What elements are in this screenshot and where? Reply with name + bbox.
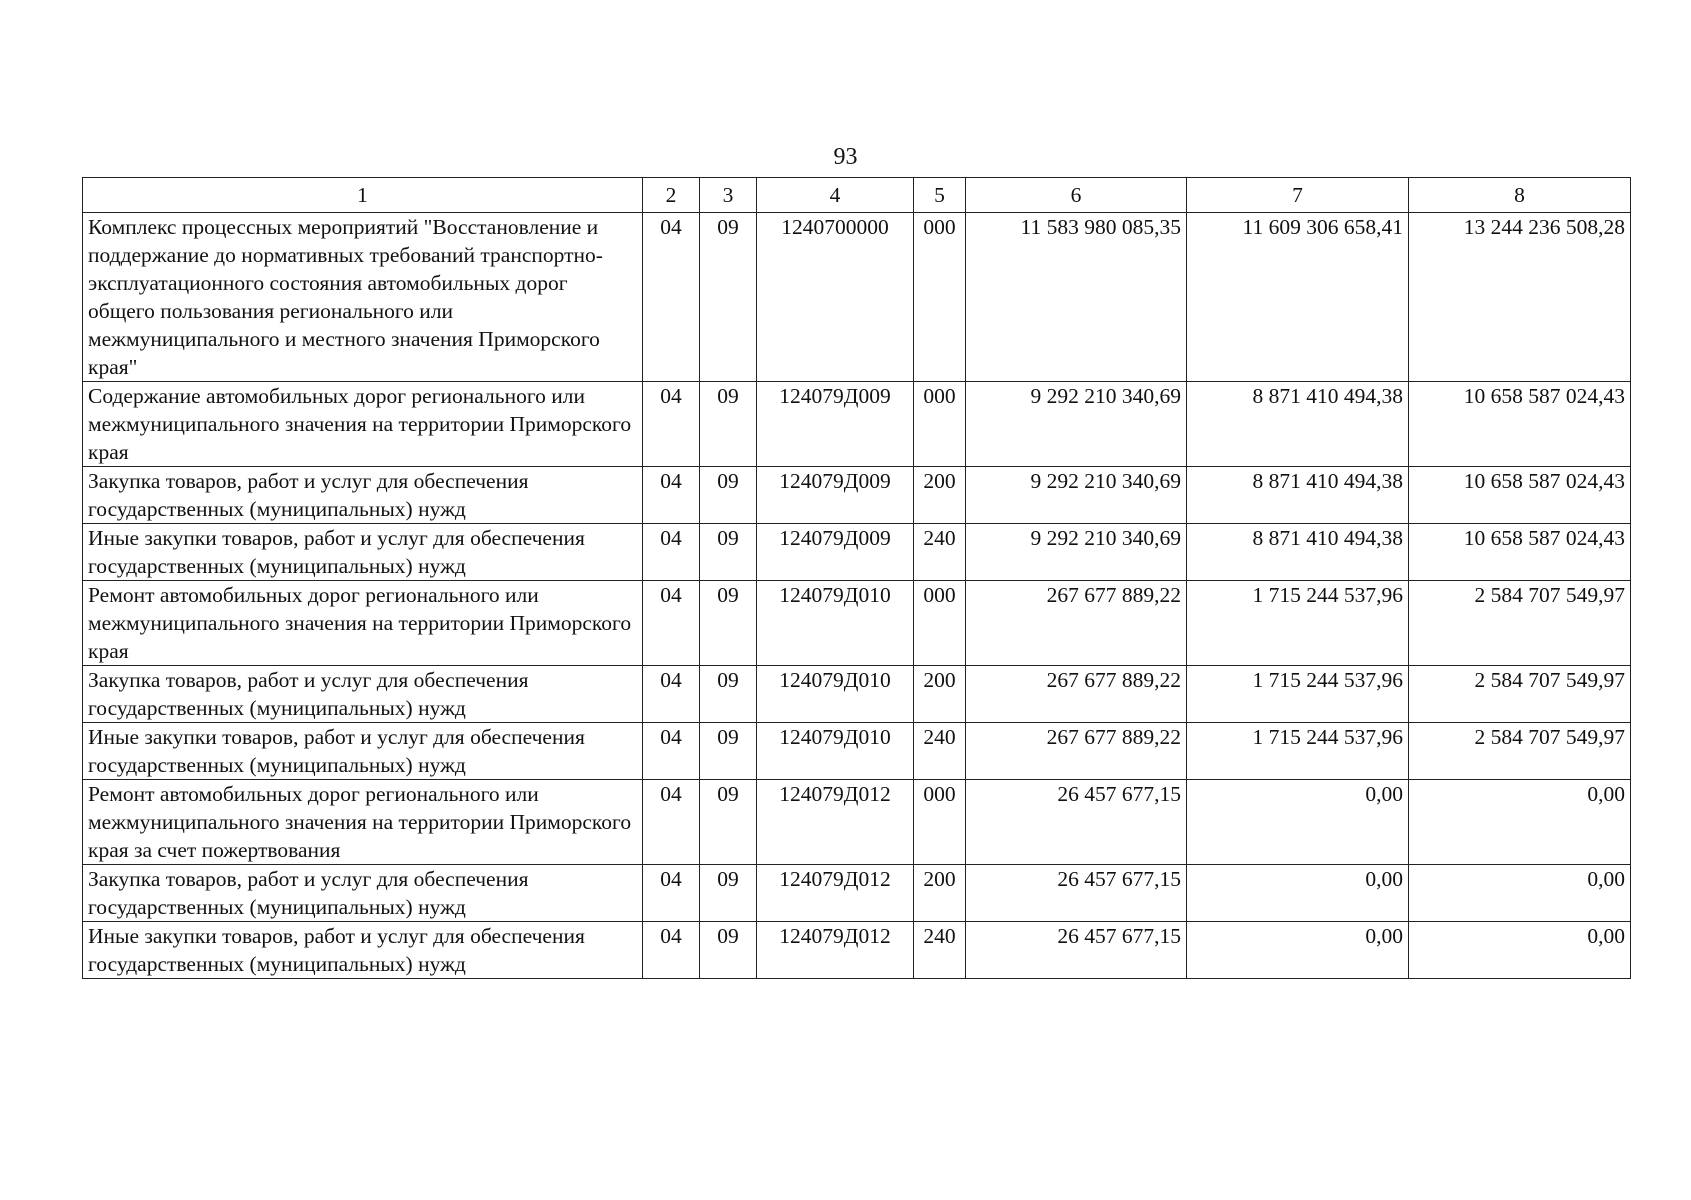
subsection-code: 09 <box>700 581 757 666</box>
header-row <box>83 178 1631 213</box>
amount-col-6: 26 457 677,15 <box>966 780 1187 865</box>
column-header-6: 6 <box>966 178 1187 213</box>
subsection-code: 09 <box>700 467 757 524</box>
amount-col-7: 1 715 244 537,96 <box>1187 723 1409 780</box>
table-row <box>83 382 1631 467</box>
amount-col-8: 0,00 <box>1409 922 1631 979</box>
subsection-code: 09 <box>700 865 757 922</box>
section-code: 04 <box>643 922 700 979</box>
target-article-code: 124079Д010 <box>757 666 914 723</box>
section-code: 04 <box>643 213 700 382</box>
table-row <box>83 723 1631 780</box>
amount-col-6: 267 677 889,22 <box>966 666 1187 723</box>
column-header-8: 8 <box>1409 178 1631 213</box>
subsection-code: 09 <box>700 666 757 723</box>
amount-col-7: 0,00 <box>1187 865 1409 922</box>
amount-col-7: 1 715 244 537,96 <box>1187 666 1409 723</box>
amount-col-8: 2 584 707 549,97 <box>1409 723 1631 780</box>
column-header-4: 4 <box>757 178 914 213</box>
subsection-code: 09 <box>700 382 757 467</box>
row-description: Закупка товаров, работ и услуг для обеспечения государственных (муниципальных) нужд <box>83 467 643 524</box>
amount-col-6: 26 457 677,15 <box>966 922 1187 979</box>
section-code: 04 <box>643 382 700 467</box>
target-article-code: 124079Д012 <box>757 922 914 979</box>
amount-col-7: 8 871 410 494,38 <box>1187 467 1409 524</box>
table-row <box>83 467 1631 524</box>
column-header-7: 7 <box>1187 178 1409 213</box>
section-code: 04 <box>643 524 700 581</box>
table-row <box>83 581 1631 666</box>
column-header-5: 5 <box>914 178 966 213</box>
target-article-code: 124079Д009 <box>757 467 914 524</box>
subsection-code: 09 <box>700 922 757 979</box>
section-code: 04 <box>643 723 700 780</box>
table-row <box>83 666 1631 723</box>
expense-type-code: 000 <box>914 382 966 467</box>
column-header-3: 3 <box>700 178 757 213</box>
amount-col-7: 8 871 410 494,38 <box>1187 382 1409 467</box>
amount-col-7: 0,00 <box>1187 922 1409 979</box>
row-description: Содержание автомобильных дорог регионального или межмуниципального значения на территории Приморского края <box>83 382 643 467</box>
amount-col-6: 26 457 677,15 <box>966 865 1187 922</box>
expense-type-code: 000 <box>914 213 966 382</box>
amount-col-6: 9 292 210 340,69 <box>966 524 1187 581</box>
target-article-code: 124079Д009 <box>757 382 914 467</box>
target-article-code: 124079Д012 <box>757 780 914 865</box>
row-description: Иные закупки товаров, работ и услуг для обеспечения государственных (муниципальных) нужд <box>83 524 643 581</box>
table-row <box>83 213 1631 382</box>
page-number: 93 <box>833 144 858 170</box>
amount-col-8: 10 658 587 024,43 <box>1409 467 1631 524</box>
amount-col-7: 1 715 244 537,96 <box>1187 581 1409 666</box>
subsection-code: 09 <box>700 780 757 865</box>
amount-col-8: 13 244 236 508,28 <box>1409 213 1631 382</box>
column-header-1: 1 <box>83 178 643 213</box>
amount-col-6: 11 583 980 085,35 <box>966 213 1187 382</box>
section-code: 04 <box>643 467 700 524</box>
table-row <box>83 922 1631 979</box>
expense-type-code: 240 <box>914 723 966 780</box>
row-description: Ремонт автомобильных дорог регионального или межмуниципального значения на территории Приморского края за счет пожертвования <box>83 780 643 865</box>
table-row <box>83 524 1631 581</box>
target-article-code: 124079Д010 <box>757 723 914 780</box>
target-article-code: 124079Д012 <box>757 865 914 922</box>
expense-type-code: 240 <box>914 524 966 581</box>
column-header-2: 2 <box>643 178 700 213</box>
subsection-code: 09 <box>700 524 757 581</box>
section-code: 04 <box>643 780 700 865</box>
target-article-code: 124079Д010 <box>757 581 914 666</box>
amount-col-8: 0,00 <box>1409 865 1631 922</box>
expense-type-code: 240 <box>914 922 966 979</box>
table-row <box>83 865 1631 922</box>
budget-table <box>82 177 1631 979</box>
target-article-code: 1240700000 <box>757 213 914 382</box>
amount-col-8: 0,00 <box>1409 780 1631 865</box>
row-description: Закупка товаров, работ и услуг для обеспечения государственных (муниципальных) нужд <box>83 865 643 922</box>
amount-col-6: 9 292 210 340,69 <box>966 467 1187 524</box>
target-article-code: 124079Д009 <box>757 524 914 581</box>
amount-col-8: 2 584 707 549,97 <box>1409 581 1631 666</box>
amount-col-8: 10 658 587 024,43 <box>1409 524 1631 581</box>
amount-col-8: 10 658 587 024,43 <box>1409 382 1631 467</box>
row-description: Закупка товаров, работ и услуг для обеспечения государственных (муниципальных) нужд <box>83 666 643 723</box>
subsection-code: 09 <box>700 723 757 780</box>
amount-col-7: 0,00 <box>1187 780 1409 865</box>
row-description: Иные закупки товаров, работ и услуг для обеспечения государственных (муниципальных) нужд <box>83 922 643 979</box>
section-code: 04 <box>643 865 700 922</box>
expense-type-code: 000 <box>914 581 966 666</box>
amount-col-6: 267 677 889,22 <box>966 723 1187 780</box>
amount-col-8: 2 584 707 549,97 <box>1409 666 1631 723</box>
expense-type-code: 000 <box>914 780 966 865</box>
section-code: 04 <box>643 666 700 723</box>
row-description: Комплекс процессных мероприятий "Восстановление и поддержание до нормативных требований транспортно-эксплуатационного состояния автомобильных дорог общего пользования регионального или межмуниципального и местного значения Приморского края" <box>83 213 643 382</box>
amount-col-6: 9 292 210 340,69 <box>966 382 1187 467</box>
expense-type-code: 200 <box>914 666 966 723</box>
row-description: Ремонт автомобильных дорог регионального или межмуниципального значения на территории Приморского края <box>83 581 643 666</box>
subsection-code: 09 <box>700 213 757 382</box>
expense-type-code: 200 <box>914 467 966 524</box>
section-code: 04 <box>643 581 700 666</box>
expense-type-code: 200 <box>914 865 966 922</box>
amount-col-7: 8 871 410 494,38 <box>1187 524 1409 581</box>
row-description: Иные закупки товаров, работ и услуг для обеспечения государственных (муниципальных) нужд <box>83 723 643 780</box>
amount-col-7: 11 609 306 658,41 <box>1187 213 1409 382</box>
table-row <box>83 780 1631 865</box>
amount-col-6: 267 677 889,22 <box>966 581 1187 666</box>
